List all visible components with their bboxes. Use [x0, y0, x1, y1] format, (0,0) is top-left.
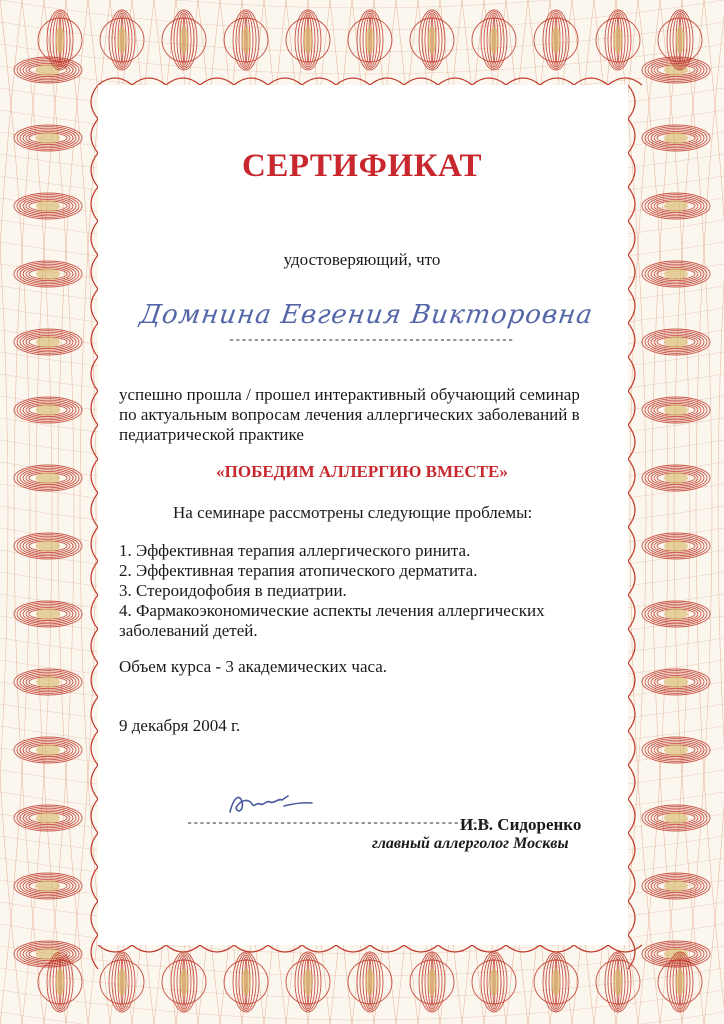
- signature-line: -------------------------------------------------: [186, 816, 490, 830]
- problems-intro: На семинаре рассмотрены следующие проблемы:: [173, 503, 533, 522]
- problems-list: [119, 541, 599, 641]
- signer-title: главный аллерголог Москвы: [372, 835, 569, 852]
- signer-name: И.В. Сидоренко: [460, 815, 582, 834]
- list-item: 3. Стероидофобия в педиатрии.: [119, 581, 347, 600]
- completion-line: успешно прошла / прошел интерактивный обучающий семинар: [119, 385, 580, 404]
- list-item: 4. Фармакоэкономические аспекты лечения аллергических: [119, 601, 545, 620]
- certifies-text: удостоверяющий, что: [283, 250, 441, 269]
- seminar-title: «ПОБЕДИМ АЛЛЕРГИЮ ВМЕСТЕ»: [216, 462, 508, 481]
- completion-line: педиатрической практике: [119, 425, 304, 444]
- name-underline: ----------------------------------------------: [228, 333, 514, 347]
- list-item: 1. Эффективная терапия аллергического ринита.: [119, 541, 471, 560]
- completion-line: по актуальным вопросам лечения аллергических заболеваний в: [119, 405, 580, 424]
- recipient-name: Домнина Евгения Викторовна: [137, 300, 595, 330]
- course-volume: Объем курса - 3 академических часа.: [119, 657, 388, 676]
- certificate-title: СЕРТИФИКАТ: [242, 148, 482, 184]
- issue-date: 9 декабря 2004 г.: [119, 716, 241, 735]
- completion-text: [119, 385, 599, 445]
- list-item: 2. Эффективная терапия атопического дерматита.: [119, 561, 478, 580]
- list-item: заболеваний детей.: [119, 621, 258, 640]
